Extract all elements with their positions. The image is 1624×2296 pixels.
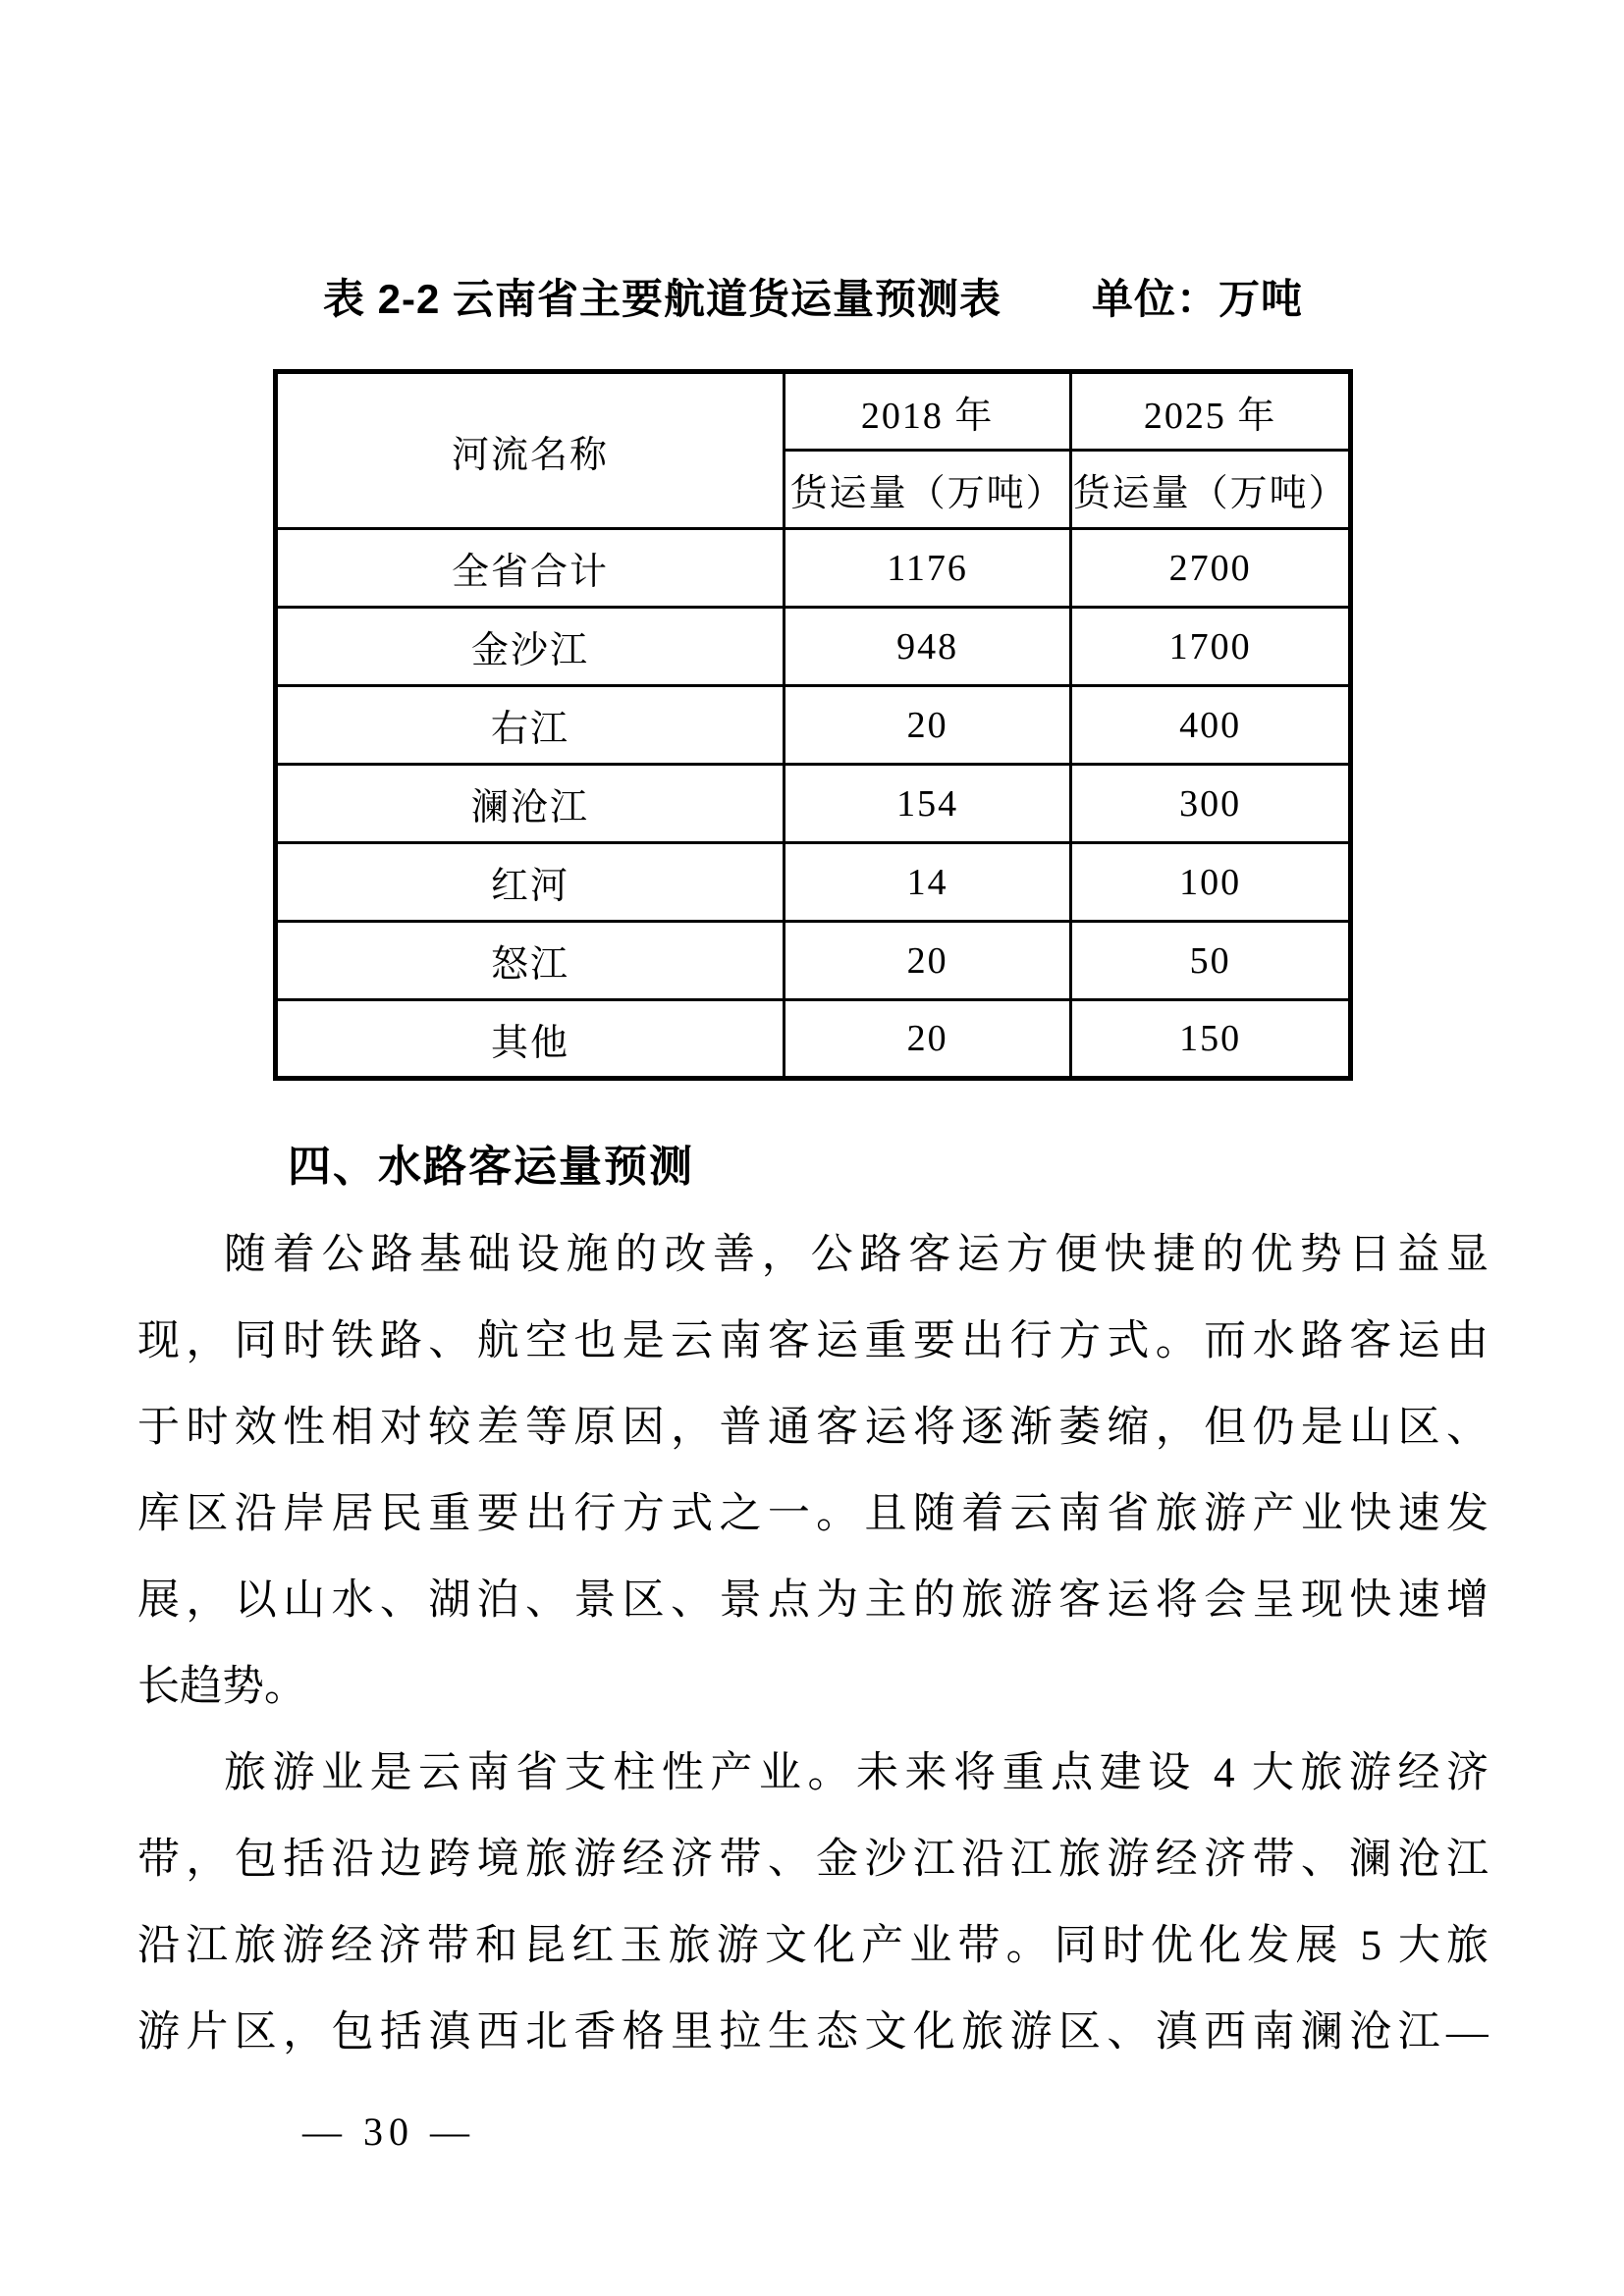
table-caption-title: 表 2-2 云南省主要航道货运量预测表 [322, 276, 1002, 322]
value-2018-cell: 154 [784, 765, 1070, 843]
table-row [276, 529, 1351, 608]
table-row [276, 608, 1351, 686]
table-caption [137, 267, 1489, 326]
freight-forecast-table [273, 369, 1353, 1081]
value-2025-cell: 2700 [1071, 529, 1351, 608]
body-line: 展，以山水、湖泊、景区、景点为主的旅游客运将会呈现快速增 [137, 1577, 1489, 1624]
value-2025-cell: 300 [1071, 765, 1351, 843]
value-2025-cell: 50 [1071, 922, 1351, 1000]
table-row [276, 843, 1351, 922]
river-name-cell: 红河 [276, 843, 785, 922]
body-line: 长趋势。 [137, 1664, 306, 1710]
section-heading: 四、水路客运量预测 [288, 1143, 694, 1191]
body-line: 库区沿岸居民重要出行方式之一。且随着云南省旅游产业快速发 [137, 1491, 1489, 1537]
body-line: 游片区，包括滇西北香格里拉生态文化旅游区、滇西南澜沧江— [137, 2009, 1489, 2056]
table-caption-unit: 单位：万吨 [1092, 276, 1304, 322]
header-cell-river-name: 河流名称 [276, 372, 785, 529]
body-line: 旅游业是云南省支柱性产业。未来将重点建设 4 大旅游经济 [224, 1750, 1489, 1796]
value-2018-cell: 14 [784, 843, 1070, 922]
header-cell-freight-2025: 货运量（万吨） [1071, 451, 1351, 529]
body-text [137, 1212, 1489, 2076]
body-line: 沿江旅游经济带和昆红玉旅游文化产业带。同时优化发展 5 大旅 [137, 1923, 1489, 1969]
body-line: 于时效性相对较差等原因，普通客运将逐渐萎缩，但仍是山区、 [137, 1405, 1489, 1451]
river-name-cell: 金沙江 [276, 608, 785, 686]
table-row [276, 765, 1351, 843]
body-line: 随着公路基础设施的改善，公路客运方便快捷的优势日益显 [224, 1232, 1489, 1278]
river-name-cell: 其他 [276, 1000, 785, 1079]
table-row [276, 686, 1351, 765]
header-cell-year-2018: 2018 年 [784, 372, 1070, 451]
river-name-cell: 全省合计 [276, 529, 785, 608]
body-line: 带，包括沿边跨境旅游经济带、金沙江沿江旅游经济带、澜沧江 [137, 1837, 1489, 1883]
value-2025-cell: 400 [1071, 686, 1351, 765]
value-2018-cell: 948 [784, 608, 1070, 686]
value-2025-cell: 150 [1071, 1000, 1351, 1079]
page-number: — 30 — [302, 2109, 475, 2154]
value-2025-cell: 1700 [1071, 608, 1351, 686]
value-2018-cell: 1176 [784, 529, 1070, 608]
table-header-row-years [276, 372, 1351, 451]
value-2025-cell: 100 [1071, 843, 1351, 922]
header-cell-year-2025: 2025 年 [1071, 372, 1351, 451]
body-line: 现，同时铁路、航空也是云南客运重要出行方式。而水路客运由 [137, 1318, 1489, 1364]
table-row [276, 922, 1351, 1000]
river-name-cell: 怒江 [276, 922, 785, 1000]
value-2018-cell: 20 [784, 1000, 1070, 1079]
river-name-cell: 澜沧江 [276, 765, 785, 843]
river-name-cell: 右江 [276, 686, 785, 765]
header-cell-freight-2018: 货运量（万吨） [784, 451, 1070, 529]
value-2018-cell: 20 [784, 922, 1070, 1000]
table-row [276, 1000, 1351, 1079]
value-2018-cell: 20 [784, 686, 1070, 765]
